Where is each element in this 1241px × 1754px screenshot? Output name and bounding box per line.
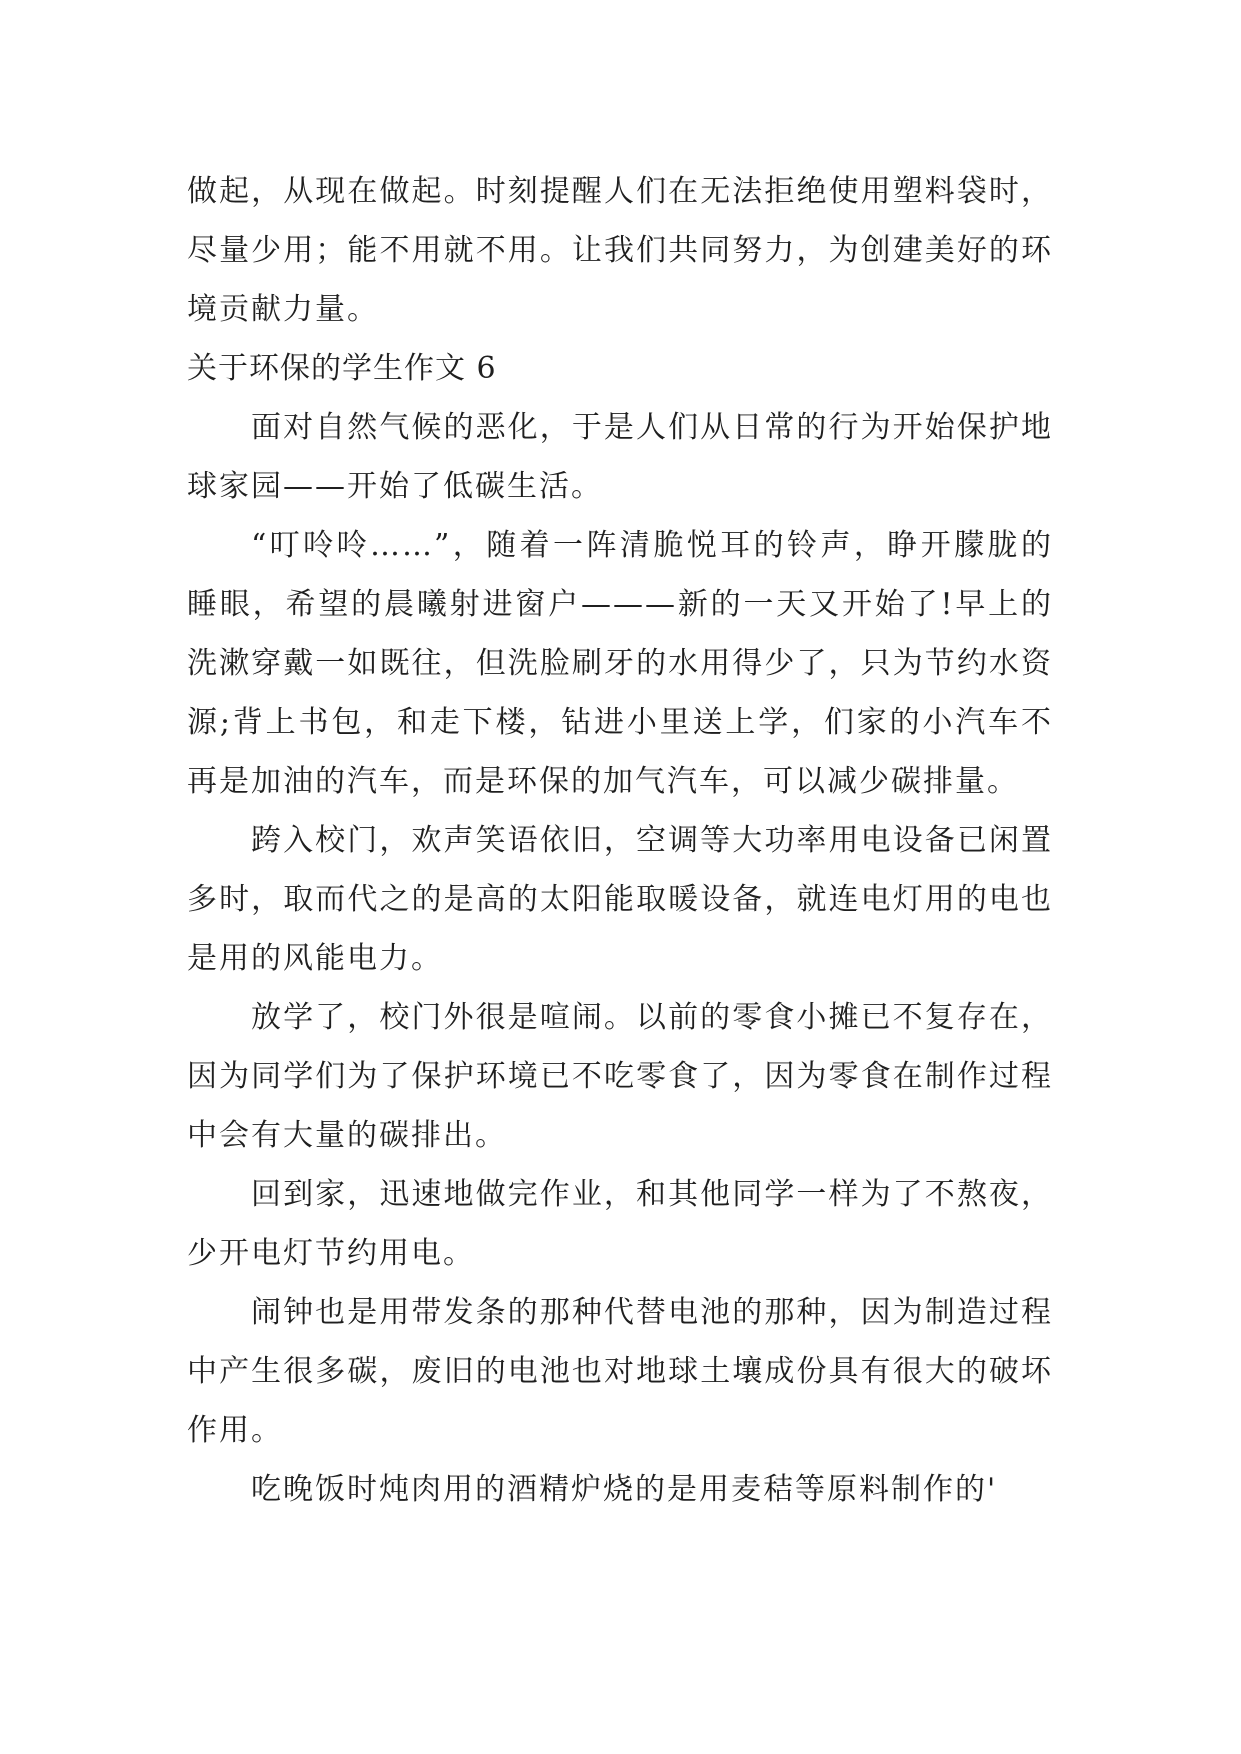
paragraph-2: “叮呤呤……”，随着一阵清脆悦耳的铃声，睁开朦胧的睡眼，希望的晨曦射进窗户———新的一天又开始了!早上的洗漱穿戴一如既往，但洗脸刷牙的水用得少了，只为节约水资源;背上书包，和走下楼，钻进小里送上学，们家的小汽车不再是加油的汽车，而是环保的加气汽车，可以减少碳排量。: [187, 528, 1053, 799]
paragraph-6: 闹钟也是用带发条的那种代替电池的那种，因为制造过程中产生很多碳，废旧的电池也对地球土壤成份具有很大的破坏作用。: [187, 1295, 1053, 1448]
paragraph-1: 面对自然气候的恶化，于是人们从日常的行为开始保护地球家园——开始了低碳生活。: [187, 410, 1053, 504]
paragraph-5: 回到家，迅速地做完作业，和其他同学一样为了不熬夜，少开电灯节约用电。: [187, 1177, 1053, 1271]
paragraph-4: 放学了，校门外很是喧闹。以前的零食小摊已不复存在，因为同学们为了保护环境已不吃零食了，因为零食在制作过程中会有大量的碳排出。: [187, 1000, 1053, 1153]
document-body: [187, 162, 1053, 1519]
continuation-paragraph: 做起，从现在做起。时刻提醒人们在无法拒绝使用塑料袋时，尽量少用；能不用就不用。让我们共同努力，为创建美好的环境贡献力量。: [187, 174, 1053, 327]
paragraph-7: 吃晚饭时炖肉用的酒精炉烧的是用麦秸等原料制作的': [251, 1472, 998, 1507]
paragraph-3: 跨入校门，欢声笑语依旧，空调等大功率用电设备已闲置多时，取而代之的是高的太阳能取暖设备，就连电灯用的电也是用的风能电力。: [187, 823, 1053, 976]
section-title: 关于环保的学生作文 6: [187, 351, 497, 386]
